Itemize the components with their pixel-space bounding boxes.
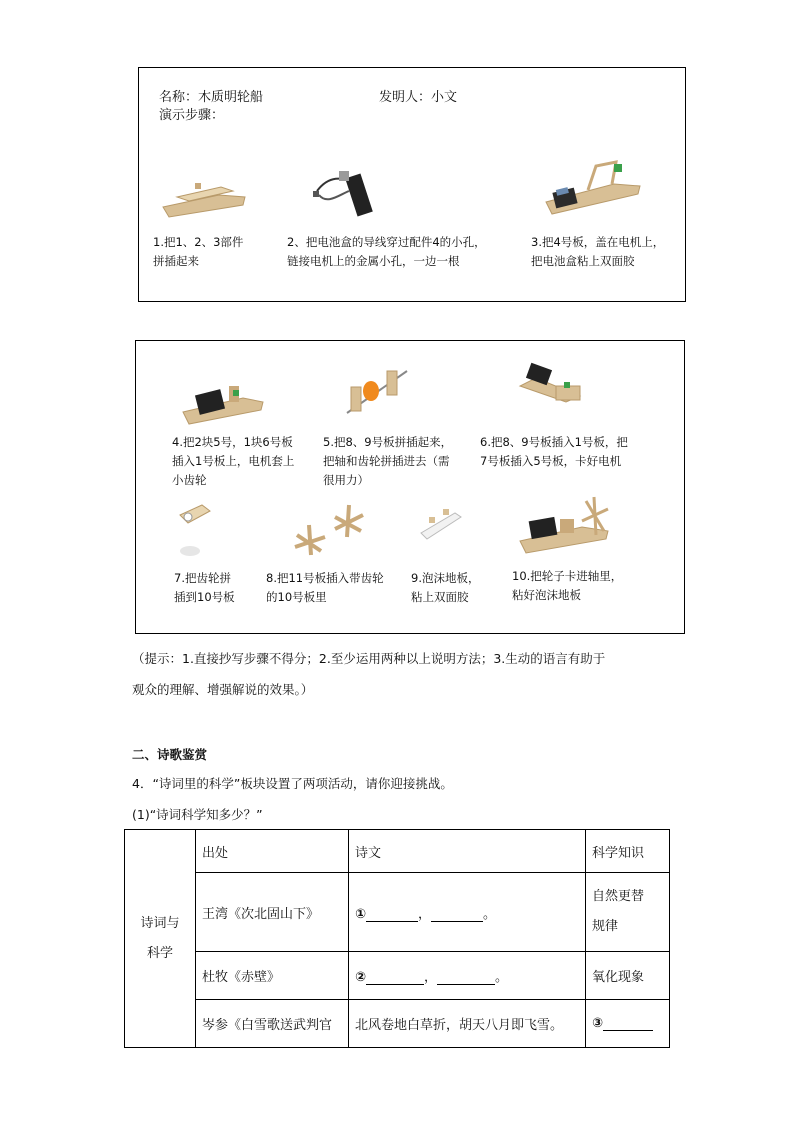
step-10-image	[518, 491, 612, 557]
blank-marker-2: ②	[355, 970, 367, 985]
step-1-image	[159, 173, 249, 221]
row-2-end: 。	[495, 970, 509, 985]
column-header-source: 出处	[196, 830, 349, 873]
step-7-caption-line-2: 插到10号板	[174, 590, 235, 604]
step-10-caption-line-2: 粘好泡沫地板	[512, 588, 581, 602]
row-header: 诗词与科学	[140, 915, 180, 961]
sub-question-1: (1)“诗词科学知多少？”	[132, 807, 263, 822]
row-1-end: 。	[483, 906, 497, 922]
row-2-source: 杜牧《赤壁》	[196, 952, 349, 1000]
blank-marker-3: ③	[592, 1016, 604, 1031]
row-2-knowledge: 氧化现象	[586, 952, 670, 1000]
step-8-caption-line-2: 的10号板里	[266, 590, 327, 604]
answer-blank-2b[interactable]	[437, 970, 495, 985]
step-6-caption-line-1: 6.把8、9号板插入1号板，把	[480, 435, 628, 449]
step-7-caption-line-1: 7.把齿轮拼	[174, 571, 231, 585]
column-header-knowledge: 科学知识	[586, 830, 670, 873]
answer-blank-3[interactable]	[603, 1016, 653, 1031]
row-header-cell	[125, 830, 196, 1048]
step-10-caption-line-1: 10.把轮子卡进轴里，	[512, 569, 623, 583]
step-3-caption-line-1: 3.把4号板，盖在电机上，	[531, 235, 665, 249]
step-7-image	[176, 501, 216, 559]
row-3-source: 岑参《白雪歌送武判官	[196, 1000, 349, 1048]
column-header-poem: 诗文	[349, 830, 586, 873]
answer-blank-1b[interactable]	[431, 907, 483, 922]
row-3-poem: 北风卷地白草折，胡天八月即飞雪。	[349, 1000, 586, 1048]
step-6-caption-line-2: 7号板插入5号板，卡好电机	[480, 454, 622, 468]
step-6-image	[516, 356, 588, 418]
demo-box-1	[138, 67, 686, 302]
answer-blank-1a[interactable]	[366, 907, 418, 922]
row-1-knowledge-text: 自然更替规律	[592, 889, 645, 934]
row-1-source: 王湾《次北固山下》	[196, 873, 349, 952]
poem-science-table	[124, 829, 670, 1048]
step-9-caption-line-2: 粘上双面胶	[411, 590, 469, 604]
boat-name: 名称：木质明轮船	[159, 90, 264, 105]
row-2-poem-cell	[349, 952, 586, 1000]
demo-box-2	[135, 340, 685, 634]
step-4-caption-line-1: 4.把2块5号，1块6号板	[172, 435, 293, 449]
blank-marker-1: ①	[355, 906, 367, 922]
row-1-knowledge	[586, 873, 670, 952]
row-3-knowledge-cell	[586, 1000, 670, 1048]
step-3-image	[544, 158, 644, 220]
row-1-poem-cell	[349, 873, 586, 952]
step-9-caption-line-1: 9.泡沫地板，	[411, 571, 480, 585]
step-4-caption-line-2: 插入1号板上，电机套上	[172, 454, 295, 468]
step-4-caption-line-3: 小齿轮	[172, 473, 207, 487]
step-8-image	[291, 501, 371, 557]
row-2-separator: ，	[424, 970, 438, 985]
step-5-caption-line-3: 很用力）	[323, 473, 369, 487]
step-8-caption-line-1: 8.把11号板插入带齿轮	[266, 571, 384, 585]
step-1-caption-line-2: 拼插起来	[153, 254, 199, 268]
step-1-caption-line-1: 1.把1、2、3部件	[153, 235, 244, 249]
step-9-image	[419, 503, 463, 543]
hint-line-1: （提示：1.直接抄写步骤不得分；2.至少运用两种以上说明方法；3.生动的语言有助于	[132, 651, 606, 666]
answer-blank-2a[interactable]	[366, 970, 424, 985]
row-1-separator: ，	[418, 906, 432, 922]
step-3-caption-line-2: 把电池盒粘上双面胶	[531, 254, 635, 268]
step-5-image	[341, 361, 411, 419]
steps-label: 演示步骤：	[159, 108, 225, 123]
question-4: 4．“诗词里的科学”板块设置了两项活动，请你迎接挑战。	[132, 776, 453, 791]
inventor: 发明人：小文	[379, 90, 458, 105]
step-4-image	[181, 376, 265, 428]
step-2-caption-line-1: 2、把电池盒的导线穿过配件4的小孔，	[287, 235, 486, 249]
section-heading: 二、诗歌鉴赏	[132, 747, 208, 762]
step-5-caption-line-1: 5.把8、9号板拼插起来，	[323, 435, 453, 449]
step-2-image	[309, 165, 389, 223]
step-5-caption-line-2: 把轴和齿轮拼插进去（需	[323, 454, 450, 468]
hint-line-2: 观众的理解、增强解说的效果。）	[132, 682, 314, 697]
step-2-caption-line-2: 链接电机上的金属小孔，一边一根	[287, 254, 460, 268]
